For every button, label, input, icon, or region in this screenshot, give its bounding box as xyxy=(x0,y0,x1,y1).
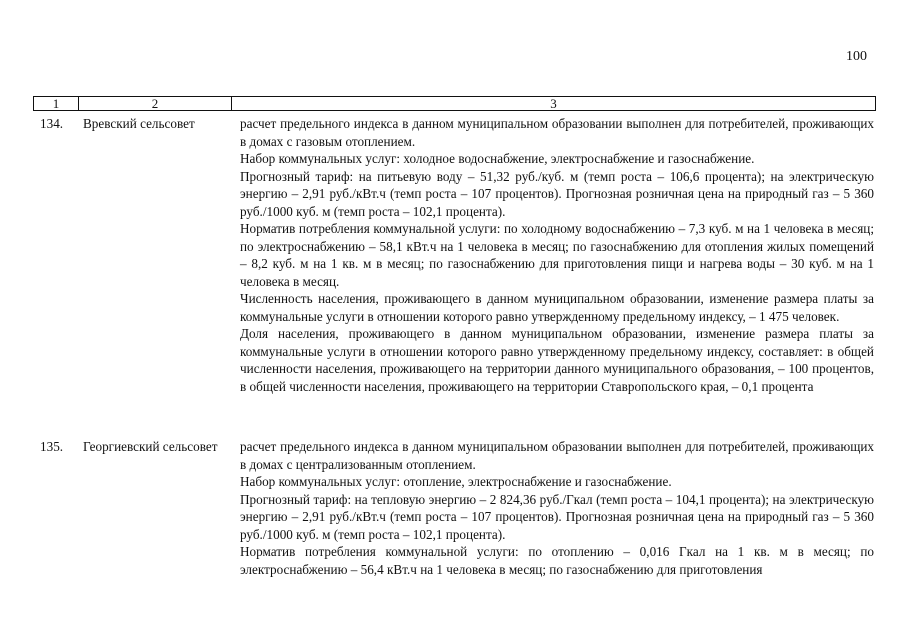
row-number: 134. xyxy=(40,116,64,131)
municipality-name: Вревский сельсовет xyxy=(83,116,195,131)
paragraph: Набор коммунальных услуг: холодное водоснабжение, электроснабжение и газоснабжение. xyxy=(240,151,755,166)
paragraph: расчет предельного индекса в данном муниципальном образовании выполнен для потребителей, проживающих в домах с газовым отоплением. xyxy=(240,116,874,149)
paragraph: Прогнозный тариф: на питьевую воду – 51,32 руб./куб. м (темп роста – 106,6 процента); на электрическую энергию – 2,91 руб./кВт.ч (темп роста – 107 процентов). Прогнозная розничная цена на природный газ – 5 360 руб./1000 куб. м (темп роста – 102,1 процента). xyxy=(240,168,874,219)
paragraph: Численность населения, проживающего в данном муниципальном образовании, изменение размера платы за коммунальные услуги в отношении которого равно утвержденному предельному индексу, – 1 475 человек. xyxy=(240,291,874,324)
row-description xyxy=(240,115,874,395)
table-header xyxy=(33,96,876,111)
page-number: 100 xyxy=(846,49,867,64)
municipality-name: Георгиевский сельсовет xyxy=(83,439,218,454)
row-description xyxy=(240,438,874,578)
paragraph: Доля населения, проживающего в данном муниципальном образовании, изменение размера платы за коммунальные услуги в отношении которого равно утвержденному предельному индексу, составляет: в общей численности населения, проживающего на территории данного муниципального образования, – 100 процентов, в общей численности населения, проживающего на территории Ставропольского края, – 0,1 процента xyxy=(240,326,874,394)
paragraph: Прогнозный тариф: на тепловую энергию – 2 824,36 руб./Гкал (темп роста – 104,1 процента); на электрическую энергию – 2,91 руб./кВт.ч (темп роста – 107 процентов). Прогнозная розничная цена на природный газ – 5 360 руб./1000 куб. м (темп роста – 102,1 процента). xyxy=(240,491,874,542)
paragraph: расчет предельного индекса в данном муниципальном образовании выполнен для потребителей, проживающих в домах с централизованным отоплением. xyxy=(240,439,874,472)
header-col-1: 1 xyxy=(34,97,79,110)
header-col-2: 2 xyxy=(79,97,232,110)
paragraph: Норматив потребления коммунальной услуги: по отоплению – 0,016 Гкал на 1 кв. м в месяц; по электроснабжению – 56,4 кВт.ч на 1 человека в месяц; по газоснабжению для приготовления xyxy=(240,544,874,577)
row-number: 135. xyxy=(40,439,64,454)
paragraph: Норматив потребления коммунальной услуги: по холодному водоснабжению – 7,3 куб. м на 1 человека в месяц; по электроснабжению – 58,1 кВт.ч на 1 человека в месяц; по газоснабжению для отопления жилых помещений – 8,2 куб. м на 1 кв. м в месяц; по газоснабжению для приготовления пищи и нагрева воды – 30 куб. м на 1 человека в месяц. xyxy=(240,221,874,289)
paragraph: Набор коммунальных услуг: отопление, электроснабжение и газоснабжение. xyxy=(240,474,672,489)
header-col-3: 3 xyxy=(550,96,557,111)
